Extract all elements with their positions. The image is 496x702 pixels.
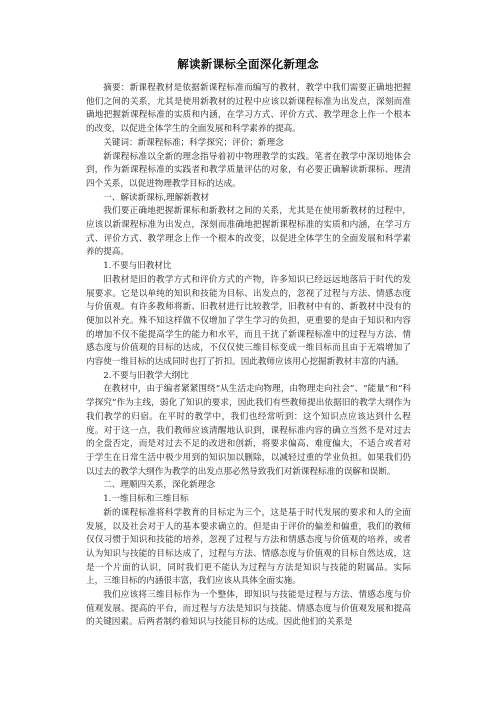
paragraph: 摘要：新课程教材是依据新课程标准而编写的教材，教学中我们需要正确地把握他们之间的关系，尤其是使用新教材的过程中应该以新课程标准为出发点，深刻而准确地把握新课程标准的实质和内涵，在学习方式、评价方式、教学理念上作一个根本的改变，以促进全体学生的全面发展和科学素养的提高。 [86, 83, 411, 135]
paragraph: 新的课程标准将科学教育的目标定为三个，这是基于时代发展的要求和人的全面发展，以及社会对于人的基本要求确立的。但是由于评价的偏差和偏重，我们的教师仅仅习惯于知识和技能的培养，忽视了过程与方法和情感态度与价值观的培养，或者认为知识与技能的目标达成了，过程与方法、情感态度与价值观的目标自然达成，这是一个片面的认识，同时我们更不能认为过程与方法是知识与技能的附属品。实际上，三维目标的内涵很丰富，我们应该从具体全面实施。 [86, 507, 411, 587]
section-heading: 二、理顺四关系，深化新理念 [103, 480, 215, 491]
section-heading: 1.一维目标和三维目标 [103, 494, 189, 505]
paragraph: 我们应该将三维目标作为一个整体，即知识与技能是过程与方法、情感态度与价值观发展、提高的平台，而过程与方法是知识与技能、情感态度与价值观发展和提高的关键因素。后两者制约着知识与技能目标的达成。因此他们的关系是 [86, 590, 411, 628]
document-body [86, 82, 411, 630]
paragraph: 关键词：新课程标准；科学探究；评价；新理念 [103, 137, 284, 148]
paragraph: 新课程标准以全新的理念指导着初中物理教学的实践。笔者在教学中深切地体会到，作为新课程标准的实践者和教学质量评估的对象，有必要正确解读新课标、理清四个关系，以促进物理教学目标的达成。 [86, 151, 411, 189]
paragraph: 旧教材是旧的教学方式和评价方式的产物，许多知识已经远远地落后于时代的发展要求。它是以单纯的知识和技能为目标、出发点的，忽视了过程与方法、情感态度与价值观。有许多教师将新、旧教材进行比较教学，旧教材中有的、新教材中没有的便加以补充。殊不知这样做不仅增加了学生学习的负担，更重要的是由于知识和内容的增加不仅不能提高学生的能力和水平，而且干扰了新课程标准中的过程与方法、情感态度与价值观的目标的达成，不仅仅使三维目标变成一维目标而且由于无端增加了内容使一维目标的达成同时也打了折扣。因此教师应该用心挖掘新教材丰富的内涵。 [86, 274, 411, 368]
document-title: 解读新课标全面深化新理念 [177, 57, 319, 71]
section-heading: 2.不要与旧教学大纲比 [103, 370, 189, 381]
paragraph: 我们要正确地把握新课标和新教材之间的关系，尤其是在使用新教材的过程中，应该以新课程标准为出发点，深刻而准确地把握新课程标准的实质和内涵，在学习方式、评价方式、教学理念上作一个根本的改变，以促进全体学生的全面发展和科学素养的提高。 [86, 206, 411, 258]
section-heading: 1.不要与旧教材比 [103, 261, 172, 272]
section-heading: 一、解读新课标,理解新教材 [103, 192, 210, 203]
paragraph: 在教材中，由于编者紧紧围绕“从生活走向物理，由物理走向社会”、“能量”和“科学探究”作为主线，弱化了知识的要求，因此我们有些教师提出依据旧的教学大纲作为我们教学的归宿。在平时的教学中，我们也经常听到：这个知识点应该达到什么程度。对于这一点，我们教师应该清醒地认识到，课程标准内容的确立当然不是对过去的全盘否定，而是对过去不足的改进和创新，将要求偏高、难度偏大，不适合或者对于学生在日常生活中极少用到的知识加以删除，以减轻过重的学业负担。如果我们仍以过去的教学大纲作为教学的出发点那必然导致我们对新课程标准的误解和误断。 [86, 384, 411, 477]
